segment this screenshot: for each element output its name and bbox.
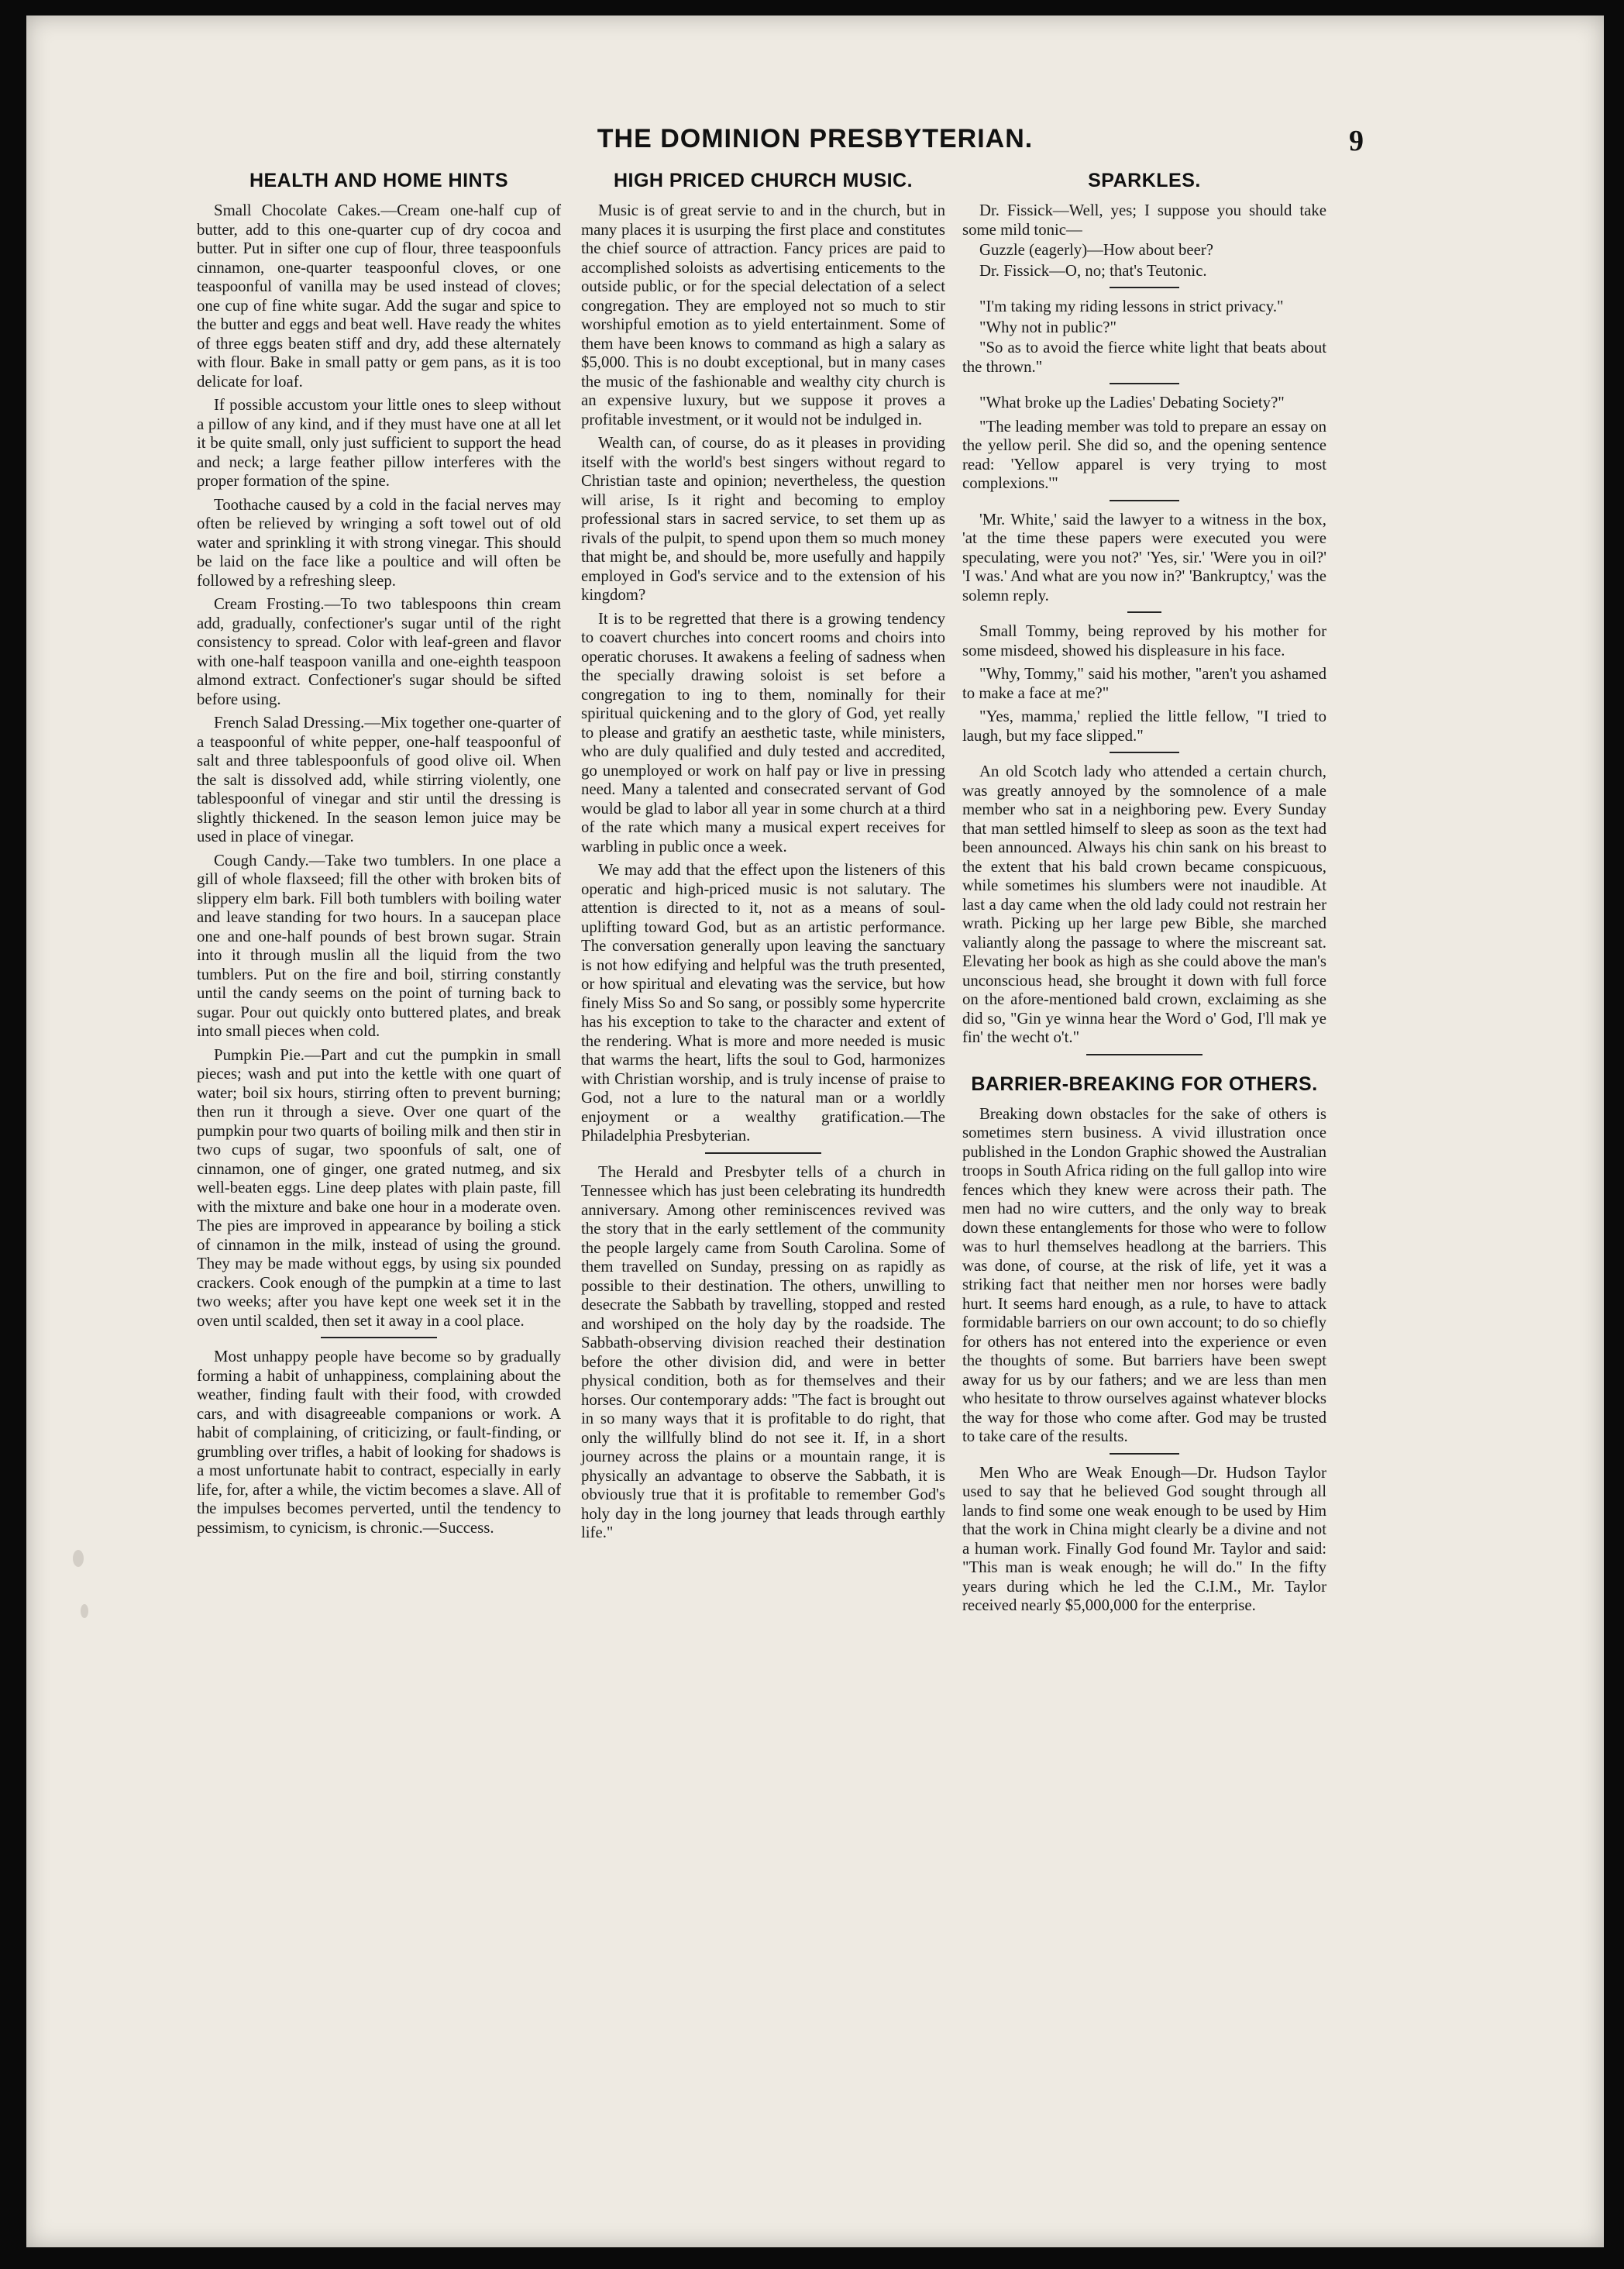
paragraph: An old Scotch lady who attended a certain church, was greatly annoyed by the somnolence of a male member who sat in a neighboring pew. Every Sunday that man settled himself to sleep as soon as the text had been announced. Always his chin sank on his breast to the extent that his bald crown became conspicuous, while sometimes his slumbers were not inaudible. At last a day came when the old lady could not restrain her wrath. Picking up her large pew Bible, she marched valiantly along the passage to where the miscreant sat. Elevating her book as high as she could above the man's unconscious head, she brought it down with full force on the afore-mentioned bald crown, exclaiming as she did so, "Gin ye winna hear the Word o' God, I'll mak ye fin' the wecht o't." [962, 763, 1326, 1046]
paragraph: Breaking down obstacles for the sake of others is sometimes stern business. A vivid illustration once published in the London Graphic showed the Australian troops in South Africa riding on the full gallop into wire fences which they knew were across their path. The men had no wire cutters, and the only way to break down these entanglements for those who were to follow was to hurl themselves headlong at the barriers. This was done, of course, at the risk of life, yet it was a striking fact that neither men nor horses were badly hurt. It seems hard enough, as a rule, to have to attack formidable barriers on our own account; to do so chiefly for others has not entered into the experience or even the thoughts of some. But barriers have been swept away for us by our fathers; and we are less than men who hesitate to throw ourselves against whatever blocks the way for those who come after. God may be trusted to take care of the results. [962, 1104, 1326, 1445]
paragraph: Small Tommy, being reproved by his mother for some misdeed, showed his displeasure in his face. [962, 622, 1326, 659]
paragraph: Men Who are Weak Enough—Dr. Hudson Taylor used to say that he believed God sought through all lands to find some one weak enough to be used by Him that the work in China might clearly be a divine and not a human work. Finally God found Mr. Taylor and said: "This man is weak enough; he will do." In the fifty years during which he led the C.I.M., Mr. Taylor received nearly $5,000,000 for the enterprise. [962, 1463, 1326, 1614]
section-divider [1110, 383, 1179, 384]
section-divider [1110, 500, 1179, 501]
paragraph: Wealth can, of course, do as it pleases in providing itself with the world's best singers without regard to Christian taste and opinion; nevertheless, the question will arise, Is it right and becoming to employ professional stars in sacred service, to set them up as rivals of the pulpit, to spend upon them so much money that might be, and should be, more usefully and happily employed in God's service and to the extension of his kingdom? [581, 434, 945, 604]
masthead: THE DOMINION PRESBYTERIAN. [597, 124, 1034, 153]
section-divider [1086, 1054, 1203, 1055]
paragraph: "Why, Tommy," said his mother, "aren't you ashamed to make a face at me?" [962, 665, 1326, 702]
section-divider [321, 1337, 437, 1338]
section-divider [705, 1152, 821, 1154]
section-divider [1127, 611, 1161, 613]
article-headline: HEALTH AND HOME HINTS [249, 170, 509, 191]
section-divider [1110, 752, 1179, 753]
paragraph: "The leading member was told to prepare an essay on the yellow peril. She did so, and the opening sentence read: 'Yellow apparel is very trying to most complexions.'" [962, 417, 1326, 492]
newspaper-page [26, 15, 1604, 2247]
page-number: 9 [1349, 125, 1364, 157]
column-health-home-hints [197, 169, 561, 1542]
section-divider [1110, 287, 1179, 288]
paragraph: Small Chocolate Cakes.—Cream one-half cup of butter, add to this one-quarter cup of dry cocoa and butter. Put in sifter one cup of flour, three teaspoonfuls cinnamon, one-quarter teaspoonful cloves, or one teaspoonful of vanilla may be used instead of cloves; one cup of fine white sugar. Add the sugar and spice to the butter and eggs and beat well. Have ready the whites of three eggs beaten stiff and dry, add these alternately with flour. Bake in small patty or gem pans, as it is too delicate for loaf. [197, 201, 561, 391]
paragraph: French Salad Dressing.—Mix together one-quarter of a teaspoonful of white pepper, one-half teaspoonful of salt and three tablespoonfuls of good olive oil. When the salt is dissolved add, while stirring violently, one tablespoonful of vinegar and stir until the dressing is slightly thickened. In the season lemon juice may be used in place of vinegar. [197, 714, 561, 845]
article-headline: BARRIER-BREAKING FOR OTHERS. [971, 1073, 1318, 1095]
dialogue-line: "So as to avoid the fierce white light that beats about the thrown." [962, 339, 1326, 376]
paper-stain [81, 1604, 88, 1618]
dialogue-line: Dr. Fissick—O, no; that's Teutonic. [979, 261, 1207, 280]
column-sparkles [962, 169, 1326, 1620]
paragraph: "Yes, mamma,' replied the little fellow, "I tried to laugh, but my face slipped." [962, 708, 1326, 745]
paragraph: 'Mr. White,' said the lawyer to a witness in the box, 'at the time these papers were executed you were speculating, were you not?' 'Yes, sir.' 'Were you in oil?' 'I was.' And what are you now in?' 'Bankruptcy,' was the solemn reply. [962, 510, 1326, 604]
paragraph: Cream Frosting.—To two tablespoons thin cream add, gradually, confectioner's sugar until of the right consistency to spread. Color with leaf-green and flavor with one-half teaspoon vanilla and one-eighth teaspoon almond extract. Confectioner's sugar should be sifted before using. [197, 595, 561, 708]
paragraph: We may add that the effect upon the listeners of this operatic and high-priced music is not salutary. The attention is directed to it, not as a means of soul-uplifting toward God, but as an artistic performance. The conversation generally upon leaving the sanctuary is not how edifying and helpful was the truth presented, or how spiritual and elevating was the service, but how finely Miss So and So sang, or possibly some hypercrite has his exception to take to the character and extent of the rendering. What is more and more needed is music that warms the heart, lifts the soul to God, harmonizes with Christian worship, and is truly incense of praise to God, not a lure to the natural man or a worldly enjoyment or a wealthy gratification.—The Philadelphia Presbyterian. [581, 861, 945, 1145]
paragraph: Pumpkin Pie.—Part and cut the pumpkin in small pieces; wash and put into the kettle with one quart of water; boil six hours, stirring often to prevent burning; then run it through a sieve. Over one quart of the pumpkin pour two quarts of boiling milk and then stir in two cups of sugar, two spoonfuls of salt, one of cinnamon, one of ginger, one grated nutmeg, and six well-beaten eggs. Line deep plates with plain paste, fill with the mixture and bake one hour in a moderate oven. The pies are improved in appearance by boiling a stick of cinnamon in the milk, instead of using the ground. They may be made without eggs, by using six pounded crackers. Cook enough of the pumpkin at a time to last two weeks; after you have kept one week set it in the oven until scalded, then set it away in a cool place. [197, 1045, 561, 1330]
paper-stain [73, 1550, 84, 1567]
paragraph: If possible accustom your little ones to sleep without a pillow of any kind, and if they must have one at all let it be quite small, only just sufficient to support the head and neck; a large feather pillow interferes with the proper formation of the spine. [197, 396, 561, 490]
dialogue-line: Dr. Fissick—Well, yes; I suppose you should take some mild tonic— [962, 201, 1326, 239]
section-divider [1110, 1453, 1179, 1455]
paragraph: Toothache caused by a cold in the facial nerves may often be relieved by wringing a soft towel out of old water and sprinkling it with strong vinegar. This should be laid on the face like a poultice and will often be followed by a refreshing sleep. [197, 495, 561, 590]
paragraph: "What broke up the Ladies' Debating Society?" [979, 394, 1285, 411]
dialogue-line: Guzzle (eagerly)—How about beer? [979, 241, 1213, 259]
column-church-music [581, 169, 945, 1548]
paragraph: The Herald and Presbyter tells of a church in Tennessee which has just been celebrating its hundredth anniversary. Among other reminiscences revived was the story that in the early settlement of the community the people largely came from South Carolina. Some of them travelled on Sunday, pressing on as rapidly as possible to their destination. The others, unwilling to desecrate the Sabbath by travelling, stopped and rested and worshiped on the holy day by the roadside. The Sabbath-observing division reached their destination before the other division did, and were in better physical condition, both as for themselves and their horses. Our contemporary adds: "The fact is brought out in so many ways that it is profitable to do right, that only the willfully blind do not see it. If, in a short journey across the plains or a mountain range, it is physically an advantage to observe the Sabbath, it is obviously true that it is profitable to remember God's holy day in the long journey that leads through earthly life." [581, 1162, 945, 1541]
dialogue-line: "I'm taking my riding lessons in strict privacy." [979, 298, 1284, 315]
article-headline: HIGH PRICED CHURCH MUSIC. [613, 170, 914, 191]
dialogue-line: "Why not in public?" [979, 318, 1116, 336]
paragraph: Music is of great servie to and in the church, but in many places it is usurping the first place and constitutes the chief source of attraction. Fancy prices are paid to accomplished soloists as advertising enticements to the outside public, or for the special delectation of a select congregation. They are employed not so much to stir worshipful emotion as to yield entertainment. Some of them have been knows to command as high a salary as $5,000. This is no doubt exceptional, but in many cases the music of the fashionable and wealthy city church is an expensive luxury, but we suppose it proves a profitable investment, or it would not be indulged in. [581, 201, 945, 429]
paragraph: Cough Candy.—Take two tumblers. In one place a gill of whole flaxseed; fill the other with broken bits of slippery elm bark. Fill both tumblers with boiling water and leave standing for two hours. In a saucepan place one and one-half pounds of best brown sugar. Strain into it through muslin all the liquid from the two tumblers. Put on the fire and boil, stirring constantly until the candy seems on the point of turning back to sugar. Pour out quickly onto buttered plates, and break into small pieces when cold. [197, 851, 561, 1040]
paragraph: Most unhappy people have become so by gradually forming a habit of unhappiness, complaining about the weather, finding fault with their food, with crowded cars, and with disagreeable companions or work. A habit of complaining, of criticizing, or fault-finding, or grumbling over trifles, a habit of looking for shadows is a most unfortunate habit to contract, especially in early life, for, after a while, the victim becomes a slave. All of the impulses becomes perverted, until the tendency to pessimism, to cynicism, is chronic.—Success. [197, 1348, 561, 1537]
article-headline: SPARKLES. [1088, 170, 1201, 191]
paragraph: It is to be regretted that there is a growing tendency to coavert churches into concert rooms and choirs into operatic choruses. It awakens a feeling of sadness when the specially drawing soloist is set before a congregation to ing to them, nominally for their spiritual quickening and to the glory of God, yet really to please and gratify an aesthetic taste, while ministers, who are duly qualified and duly tested and accredited, go unemployed or work on half pay or live in pressing need. Many a talented and consecrated servant of God would be glad to labor all year in some church at a third of the rate which many a musical expert receives for warbling in public once a week. [581, 609, 945, 856]
